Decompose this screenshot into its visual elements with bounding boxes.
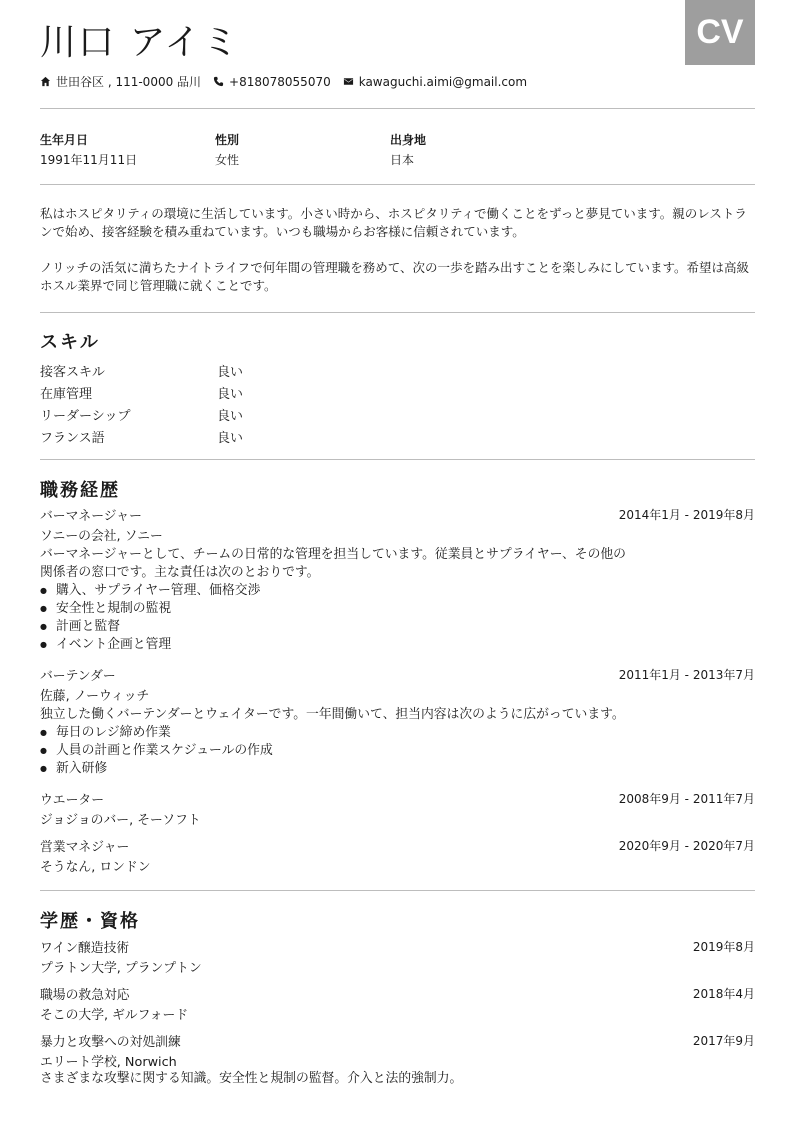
job-bullets xyxy=(40,724,755,778)
contact-bar xyxy=(40,73,527,90)
summary xyxy=(40,205,755,313)
bullet-item: ● 安全性と規制の監視 xyxy=(40,600,755,618)
education-name: ワイン醸造技術 xyxy=(40,940,130,956)
education-entry xyxy=(40,1030,755,1088)
education-title: 学歴・資格 xyxy=(40,911,140,932)
skill-level: 良い xyxy=(217,408,244,424)
bullet-item: ● 計画と監督 xyxy=(40,618,755,636)
phone-text[interactable]: +818078055070 xyxy=(229,74,331,89)
divider xyxy=(40,184,755,185)
education-name: 暴力と攻撃への対処訓練 xyxy=(40,1034,181,1050)
skill-level: 良い xyxy=(217,364,244,380)
description-line: 独立した働くバーテンダーとウェイターです。一年間働いて、担当内容は次のように広がっています。 xyxy=(40,707,625,722)
education-entry xyxy=(40,936,755,976)
address-text: 世田谷区 , 111-0000 品川 xyxy=(56,75,202,89)
skill-name: フランス語 xyxy=(40,430,105,446)
skills-title: スキル xyxy=(40,332,100,353)
job-org: 佐藤, ノーウィッチ xyxy=(40,688,150,704)
address-item xyxy=(40,73,201,90)
field-value: 1991年11月11日 xyxy=(40,153,138,167)
bullet-item: ● イベント企画と管理 xyxy=(40,636,755,654)
job-dates: 2008年9月 - 2011年7月 xyxy=(618,791,755,806)
education-date: 2019年8月 xyxy=(692,939,755,954)
field-value: 日本 xyxy=(390,153,415,167)
skills-list xyxy=(40,359,243,447)
job-role: バーマネージャー xyxy=(40,508,142,524)
bullet-item: ● 新入研修 xyxy=(40,760,755,778)
education-org: エリート学校, Norwich xyxy=(40,1054,177,1070)
skill-level: 良い xyxy=(217,386,244,402)
skill-row xyxy=(40,425,243,447)
personal-field xyxy=(40,131,215,168)
job-dates: 2011年1月 - 2013年7月 xyxy=(618,667,755,682)
job-dates: 2014年1月 - 2019年8月 xyxy=(618,507,755,522)
skill-row xyxy=(40,381,243,403)
home-icon xyxy=(40,76,51,87)
skill-row xyxy=(40,359,243,381)
job-description xyxy=(40,546,755,582)
divider xyxy=(40,108,755,109)
field-label: 出身地 xyxy=(390,133,427,147)
skill-level: 良い xyxy=(217,430,244,446)
cv-badge: CV xyxy=(685,0,755,65)
description-line: 関係者の窓口です。主な責任は次のとおりです。 xyxy=(40,565,320,580)
education-date: 2018年4月 xyxy=(692,986,755,1001)
job-bullets xyxy=(40,582,755,654)
bullet-item: ● 毎日のレジ締め作業 xyxy=(40,724,755,742)
bullet-item: ● 人員の計画と作業スケジュールの作成 xyxy=(40,742,755,760)
description-line: バーマネージャーとして、チームの日常的な管理を担当しています。従業員とサプライヤー、その他の xyxy=(40,547,626,562)
education-description: さまざまな攻撃に関する知識。安全性と規制の監督。介入と法的強制力。 xyxy=(40,1071,463,1086)
divider xyxy=(40,890,755,891)
field-label: 性別 xyxy=(215,133,240,147)
phone-icon xyxy=(213,76,224,87)
personal-field xyxy=(215,131,390,168)
field-value: 女性 xyxy=(215,153,240,167)
job-org: ソニーの会社, ソニー xyxy=(40,528,163,544)
experience-title: 職務経歴 xyxy=(40,480,120,501)
email-text[interactable]: kawaguchi.aimi@gmail.com xyxy=(358,74,528,89)
job-org: ジョジョのバー, そーソフト xyxy=(40,812,201,828)
job-description xyxy=(40,706,755,724)
skill-name: 在庫管理 xyxy=(40,386,93,402)
job-entry xyxy=(40,664,755,778)
job-role: 営業マネジャー xyxy=(40,839,130,855)
job-entry xyxy=(40,788,755,828)
email-item xyxy=(343,75,527,89)
bullet-item: ● 購入、サプライヤー管理、価格交渉 xyxy=(40,582,755,600)
job-dates: 2020年9月 - 2020年7月 xyxy=(618,838,755,853)
skill-name: 接客スキル xyxy=(40,364,105,380)
job-entry xyxy=(40,835,755,875)
education-date: 2017年9月 xyxy=(692,1033,755,1048)
personal-info xyxy=(40,131,565,168)
education-org: プラトン大学, プランプトン xyxy=(40,960,202,976)
mail-icon xyxy=(343,76,354,87)
job-role: ウエーター xyxy=(40,792,104,808)
job-org: そうなん, ロンドン xyxy=(40,859,151,875)
education-name: 職場の救急対応 xyxy=(40,987,130,1003)
divider xyxy=(40,312,755,313)
skill-name: リーダーシップ xyxy=(40,408,131,424)
education-org: そこの大学, ギルフォード xyxy=(40,1007,189,1023)
education-entry xyxy=(40,983,755,1023)
personal-field xyxy=(390,131,565,168)
job-role: バーテンダー xyxy=(40,668,116,684)
summary-paragraph: ノリッチの活気に満ちたナイトライフで何年間の管理職を務めて、次の一歩を踏み出すことを楽しみにしています。希望は高級ホスル業界で同じ管理職に就くことです。 xyxy=(40,260,750,293)
job-entry xyxy=(40,504,755,654)
field-label: 生年月日 xyxy=(40,133,89,147)
summary-paragraph: 私はホスピタリティの環境に生活しています。小さい時から、ホスピタリティで働くことをずっと夢見ています。親のレストランで始め、接客経験を積み重ねています。いつも職場からお客様に信頼されています。 xyxy=(40,206,747,239)
candidate-name: 川口 アイミ xyxy=(40,22,241,63)
phone-item xyxy=(213,75,331,89)
skill-row xyxy=(40,403,243,425)
divider xyxy=(40,459,755,460)
